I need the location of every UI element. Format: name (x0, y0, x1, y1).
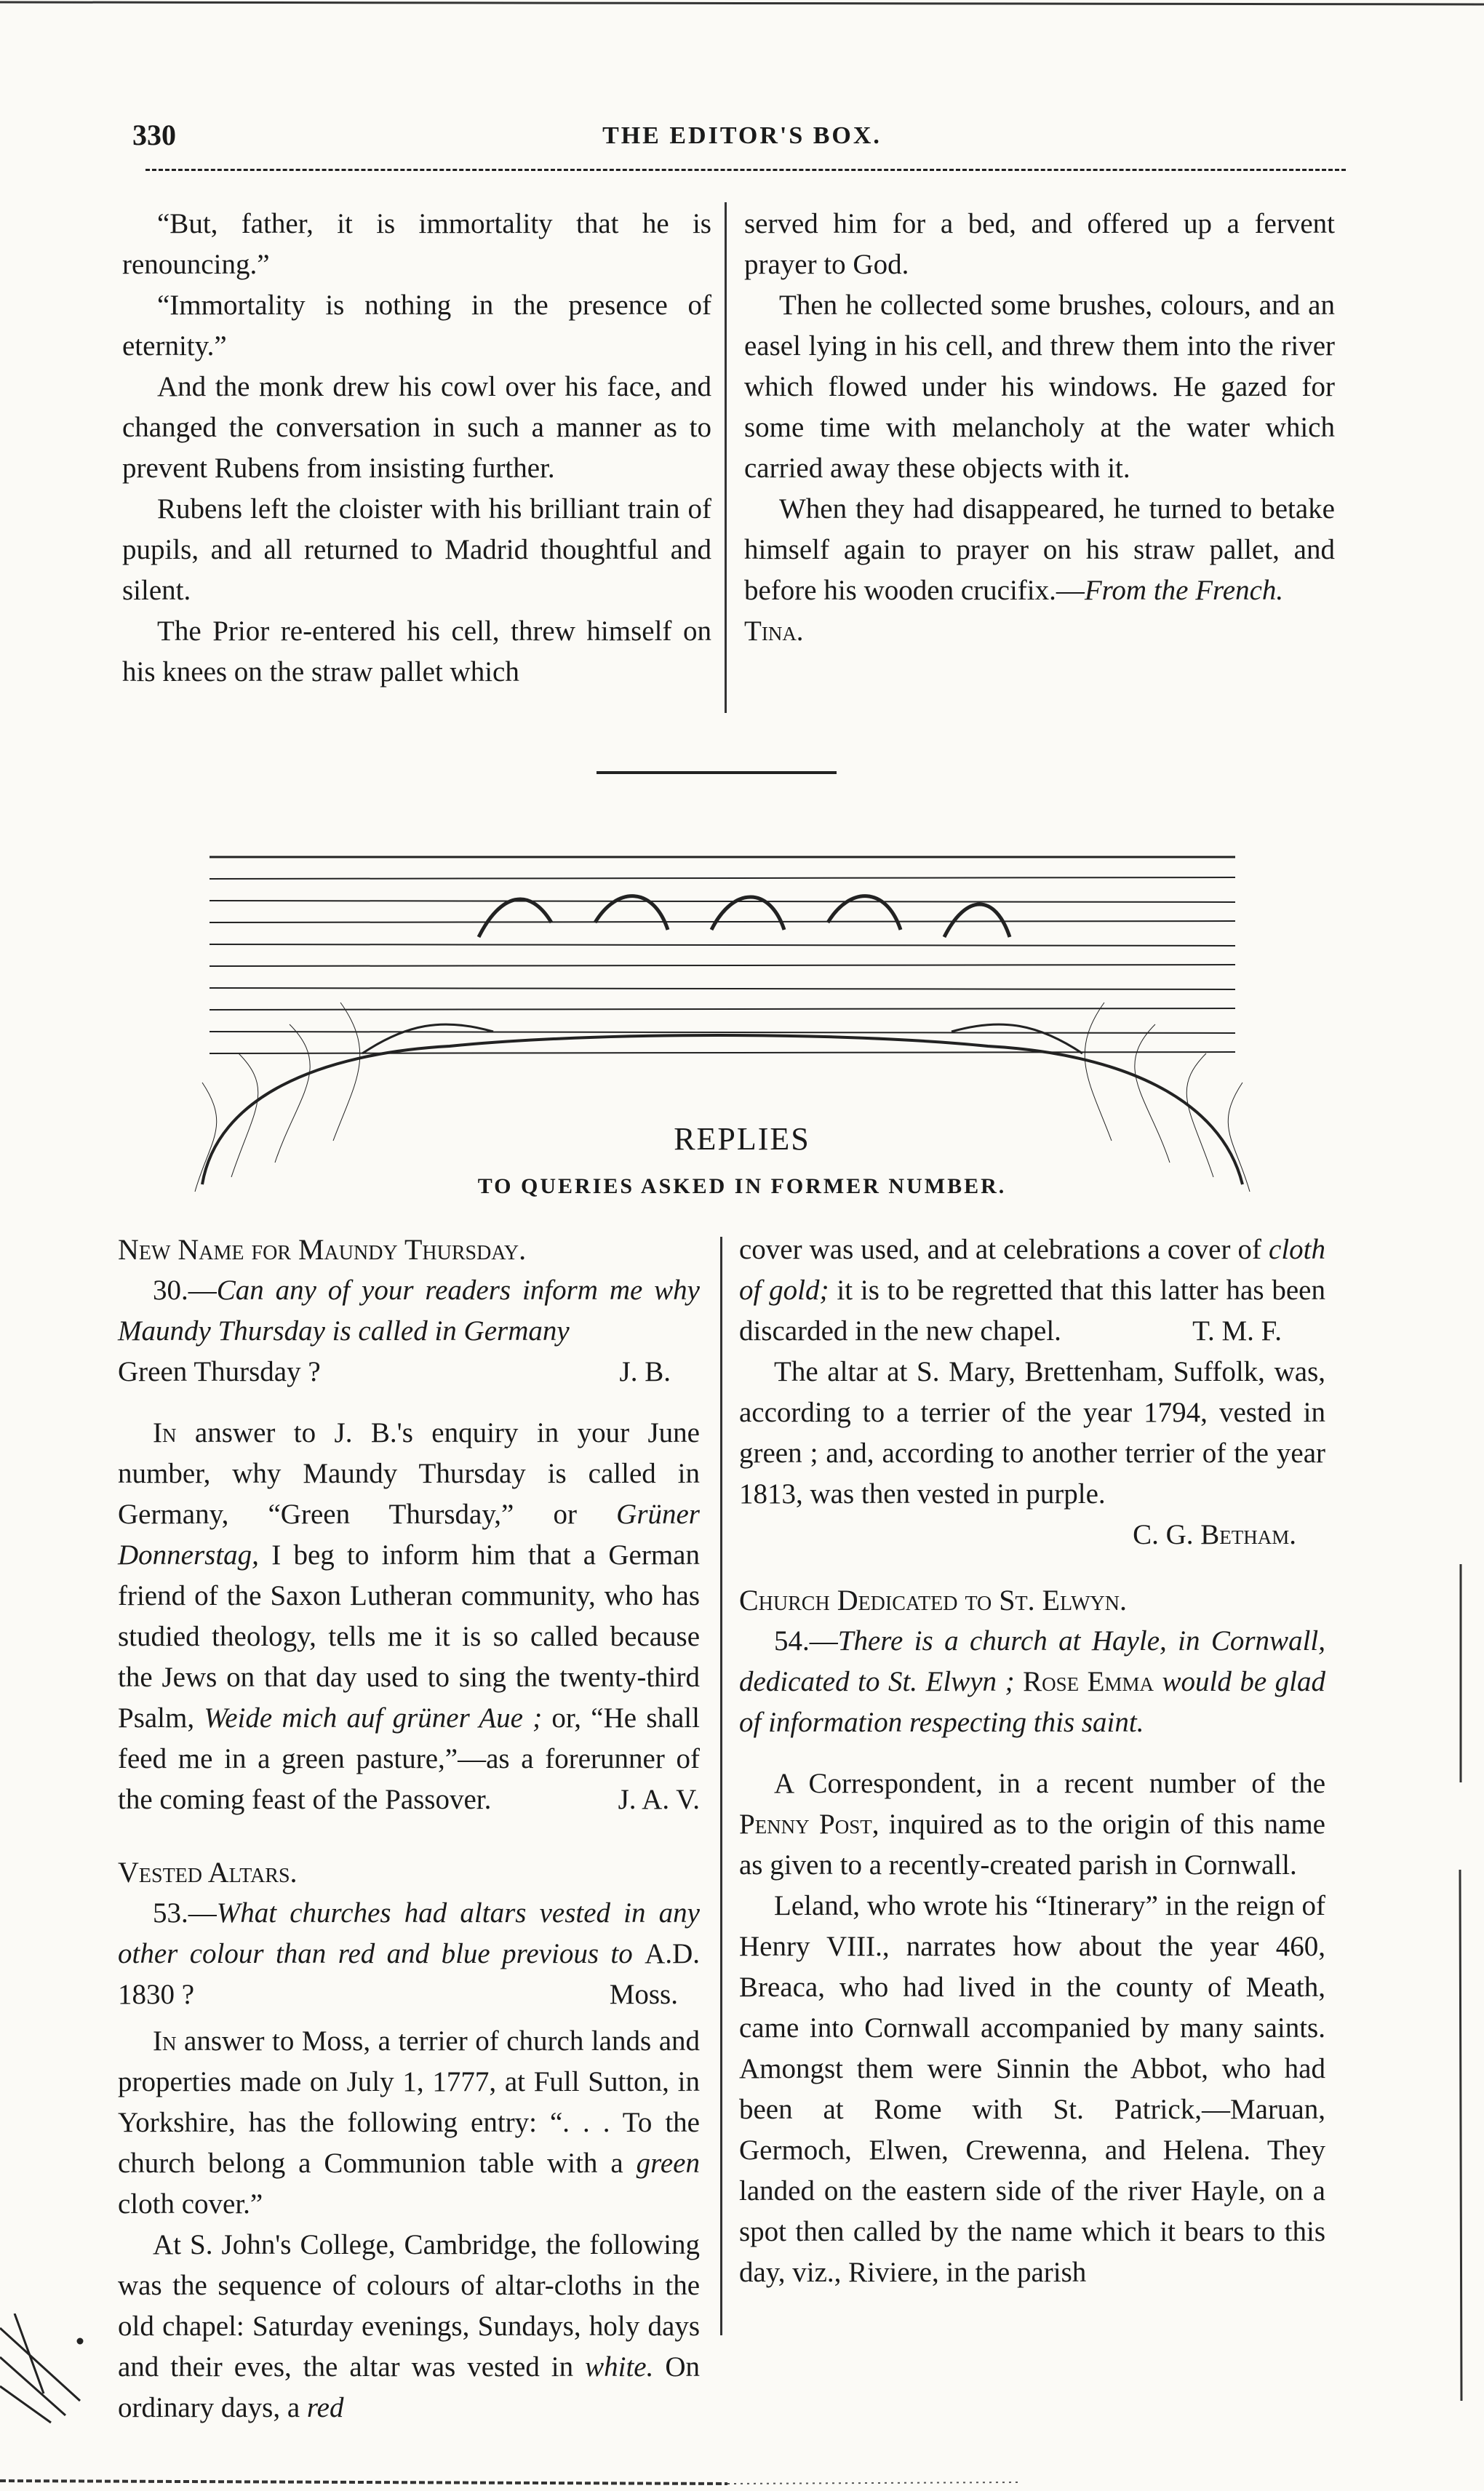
source-credit: From the French. (1084, 575, 1284, 606)
running-head: THE EDITOR'S BOX. (602, 122, 882, 149)
query: 53.—What churches had altars vested in any other colour than red and blue previous to A.D. 1830 ? Moss. (118, 1893, 700, 2015)
signature: Tina. (744, 615, 804, 647)
signature: J. A. V. (618, 1784, 700, 1815)
bottom-right-column (739, 1229, 1325, 2293)
article-heading: New Name for Maundy Thursday. (118, 1233, 527, 1266)
answer: Leland, who wrote his “Itinerary” in the reign of Henry VIII., narrates how about the year 460, Breaca, who had lived in the county of Meath, came into Cornwall accompanied by many saints. Amongst them were Sinnin the Abbot, who had been at Rome with St. Patrick,—Maruan, Germoch, Elwen, Crewenna, and Helena. They landed on the eastern side of the river Hayle, on a spot then called by the name which it bears to this day, viz., Riviere, in the parish (739, 1890, 1325, 2288)
paragraph: served him for a bed, and offered up a fervent prayer to God. (744, 208, 1335, 280)
paragraph: When they had disappeared, he turned to betake himself again to prayer on his straw pallet, and before his wooden crucifix.—From the French. (744, 493, 1335, 606)
article-heading: Church Dedicated to St. Elwyn. (739, 1584, 1127, 1617)
paragraph: The Prior re-entered his cell, threw himself on his knees on the straw pallet which (122, 615, 711, 687)
paragraph: And the monk drew his cowl over his face, and changed the conversation in such a manner as to prevent Rubens from insisting further. (122, 371, 711, 484)
paragraph: “Immortality is nothing in the presence of eternity.” (122, 290, 711, 362)
signature: Moss. (609, 1979, 678, 2010)
scan-edge-top (0, 0, 1484, 9)
signature: C. G. Betham. (1133, 1519, 1296, 1550)
answer: In answer to Moss, a terrier of church lands and properties made on July 1, 1777, at Full Sutton, in Yorkshire, has the following entry: “. . . To the church belong a Communion table with a green cloth cover.” (118, 2025, 700, 2220)
answer: In answer to J. B.'s enquiry in your June number, why Maundy Thursday is called in Germany, “Green Thursday,” or Grüner Donnerstag, I beg to inform him that a German friend of the Saxon Lutheran community, who has studied theology, tells me it is so called because the Jews on that day used to sing the twenty-third Psalm, Weide mich auf grüner Aue ; or, “He shall feed me in a green pasture,”—as a forerunner of the coming feast of the Passover. J. A. V. (118, 1413, 700, 1820)
answer: A Correspondent, in a recent number of the Penny Post, inquired as to the origin of this name as given to a recently-created parish in Cornwall. (739, 1768, 1325, 1881)
answer: At S. John's College, Cambridge, the following was the sequence of colours of altar-cloths in the old chapel: Saturday evenings, Sundays, holy days and their eves, the altar was vested in white. On ordinary days, a red (118, 2229, 700, 2423)
signature: T. M. F. (1192, 1315, 1282, 1347)
section-title: REPLIES (674, 1121, 810, 1157)
column-divider (720, 1237, 722, 2335)
top-left-column (122, 204, 711, 693)
scan-edge-right (1458, 1564, 1464, 2401)
paragraph: Then he collected some brushes, colours, and an easel lying in his cell, and threw them into the river which flowed under his windows. He gazed for some time with melancholy at the water which carried away these objects with it. (744, 290, 1335, 484)
signature: J. B. (619, 1356, 671, 1387)
article-heading: Vested Altars. (118, 1856, 298, 1889)
paragraph: “But, father, it is immortality that he is renouncing.” (122, 208, 711, 280)
section-divider (597, 771, 837, 774)
header-rule (145, 169, 1346, 171)
top-right-column (744, 204, 1335, 652)
answer: cover was used, and at celebrations a cover of cloth of gold; it is to be regretted that this latter has been discarded in the new chapel. T. M. F. (739, 1229, 1325, 1352)
query-tail: Green Thursday ? J. B. (118, 1352, 700, 1392)
column-divider (725, 202, 727, 713)
query: 54.—There is a church at Hayle, in Cornwall, dedicated to St. Elwyn ; Rose Emma would be glad of information respecting this saint. (739, 1625, 1325, 1738)
bottom-left-column (118, 1229, 700, 2428)
query: 30.—Can any of your readers inform me why Maundy Thursday is called in Germany (118, 1275, 700, 1347)
page-number: 330 (132, 119, 176, 151)
answer: The altar at S. Mary, Brettenham, Suffolk, was, according to a terrier of the year 1794, vested in green ; and, according to another terrier of the year 1813, was then vested in purple. C. G. Betham. (739, 1352, 1325, 1515)
paragraph: Rubens left the cloister with his brilliant train of pupils, and all returned to Madrid thoughtful and silent. (122, 493, 711, 606)
section-subtitle: TO QUERIES ASKED IN FORMER NUMBER. (477, 1174, 1007, 1198)
scan-edge-bottom (0, 2459, 1484, 2491)
